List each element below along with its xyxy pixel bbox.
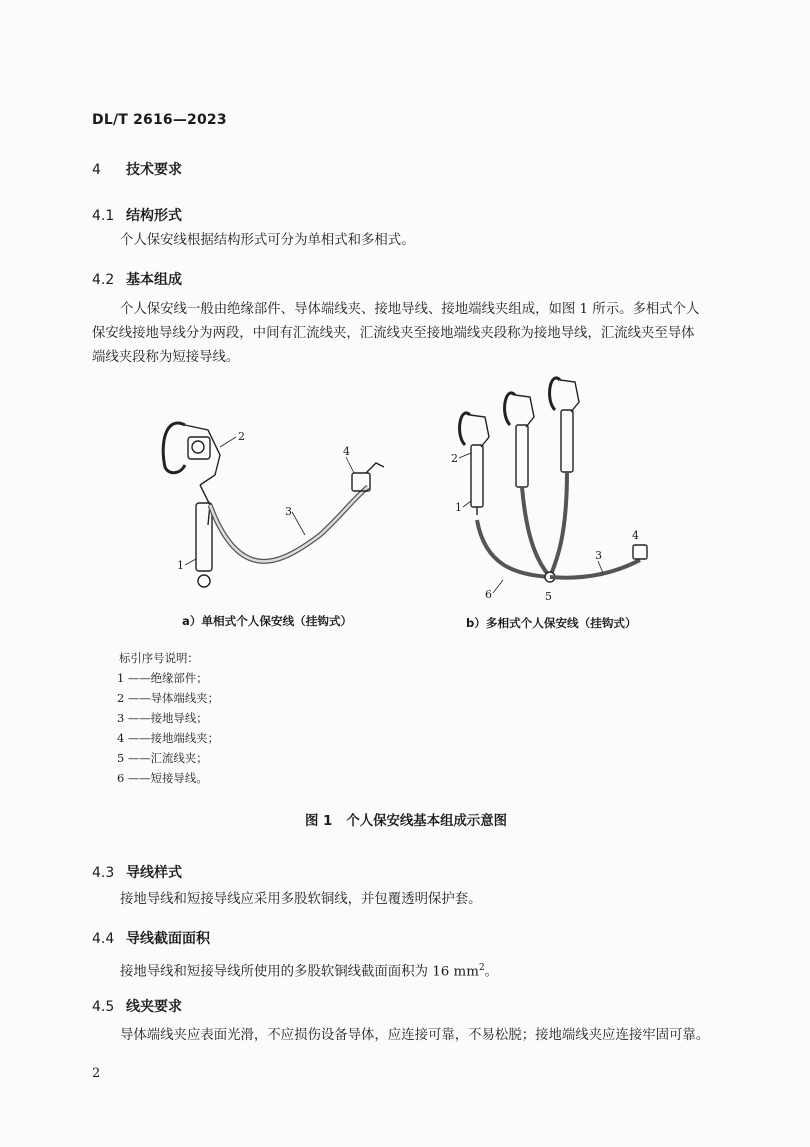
label-1: 1 — [455, 501, 462, 514]
label-3: 3 — [595, 549, 602, 562]
section-4-1-heading — [92, 205, 182, 225]
figure-title: 图 1 个人保安线基本组成示意图 — [305, 814, 508, 829]
figure-a-caption: a）单相式个人保安线（挂钩式） — [182, 614, 353, 628]
section-4-5-body: 导体端线夹应表面光滑，不应损伤设备导体，应连接可靠，不易松脱；接地端线夹应连接牢固可靠。 — [120, 1028, 710, 1043]
label-4: 4 — [343, 445, 350, 458]
section-title: 导线截面面积 — [126, 931, 210, 947]
section-number: 4 — [92, 162, 101, 178]
label-6: 6 — [485, 588, 492, 601]
section-4-1-body: 个人保安线根据结构形式可分为单相式和多相式。 — [120, 233, 415, 248]
section-4-4-body — [120, 956, 498, 984]
legend-item: 3 ——接地导线； — [117, 711, 208, 725]
section-number: 4.5 — [92, 999, 115, 1015]
section-4-4-heading — [92, 928, 210, 948]
label-4: 4 — [632, 529, 639, 542]
legend-item: 1 ——绝缘部件； — [117, 671, 208, 685]
legend-title: 标引序号说明： — [119, 651, 199, 665]
section-title: 结构形式 — [126, 208, 182, 224]
legend-list — [117, 668, 219, 788]
superscript-2: 2 — [478, 963, 485, 973]
legend-item: 2 ——导体端线夹； — [117, 691, 219, 705]
section-number: 4.2 — [92, 272, 115, 288]
section-title: 基本组成 — [126, 272, 182, 288]
label-3: 3 — [285, 505, 292, 518]
section-title: 导线样式 — [126, 865, 182, 881]
figure-a-single-phase-drawing — [140, 395, 400, 605]
figure-b-caption: b）多相式个人保安线（挂钩式） — [466, 616, 637, 630]
label-2: 2 — [451, 452, 458, 465]
legend-item: 4 ——接地端线夹； — [117, 731, 219, 745]
figure-a-labels — [177, 430, 354, 572]
label-2: 2 — [238, 430, 245, 443]
section-4-heading — [92, 159, 182, 179]
section-number: 4.3 — [92, 865, 115, 881]
standard-code: DL/T 2616—2023 — [92, 112, 227, 128]
page-number: 2 — [92, 1066, 101, 1081]
label-1: 1 — [177, 559, 184, 572]
section-title: 线夹要求 — [126, 999, 182, 1015]
section-4-2-line-2: 保安线接地导线分为两段，中间有汇流线夹，汇流线夹至接地端线夹段称为接地导线，汇流线夹至导体 — [92, 326, 695, 341]
label-5: 5 — [545, 590, 552, 603]
section-4-4-text: 接地导线和短接导线所使用的多股软铜线截面面积为 16 mm — [120, 964, 479, 980]
section-4-3-body: 接地导线和短接导线应采用多股软铜线，并包覆透明保护套。 — [120, 892, 482, 907]
section-number: 4.1 — [92, 208, 115, 224]
section-4-2-line-1: 个人保安线一般由绝缘部件、导体端线夹、接地导线、接地端线夹组成，如图 1 所示。多相式个人 — [120, 302, 700, 317]
legend-item: 5 ——汇流线夹； — [117, 751, 208, 765]
section-number: 4.4 — [92, 931, 115, 947]
section-4-5-heading — [92, 996, 182, 1016]
section-4-2-heading — [92, 269, 182, 289]
section-4-3-heading — [92, 862, 182, 882]
section-4-2-line-3: 端线夹段称为短接导线。 — [92, 350, 240, 365]
section-4-4-tail: 。 — [484, 964, 499, 980]
figure-b-multi-phase-drawing — [445, 375, 675, 605]
legend-item: 6 ——短接导线。 — [117, 771, 208, 785]
section-title: 技术要求 — [126, 162, 182, 178]
